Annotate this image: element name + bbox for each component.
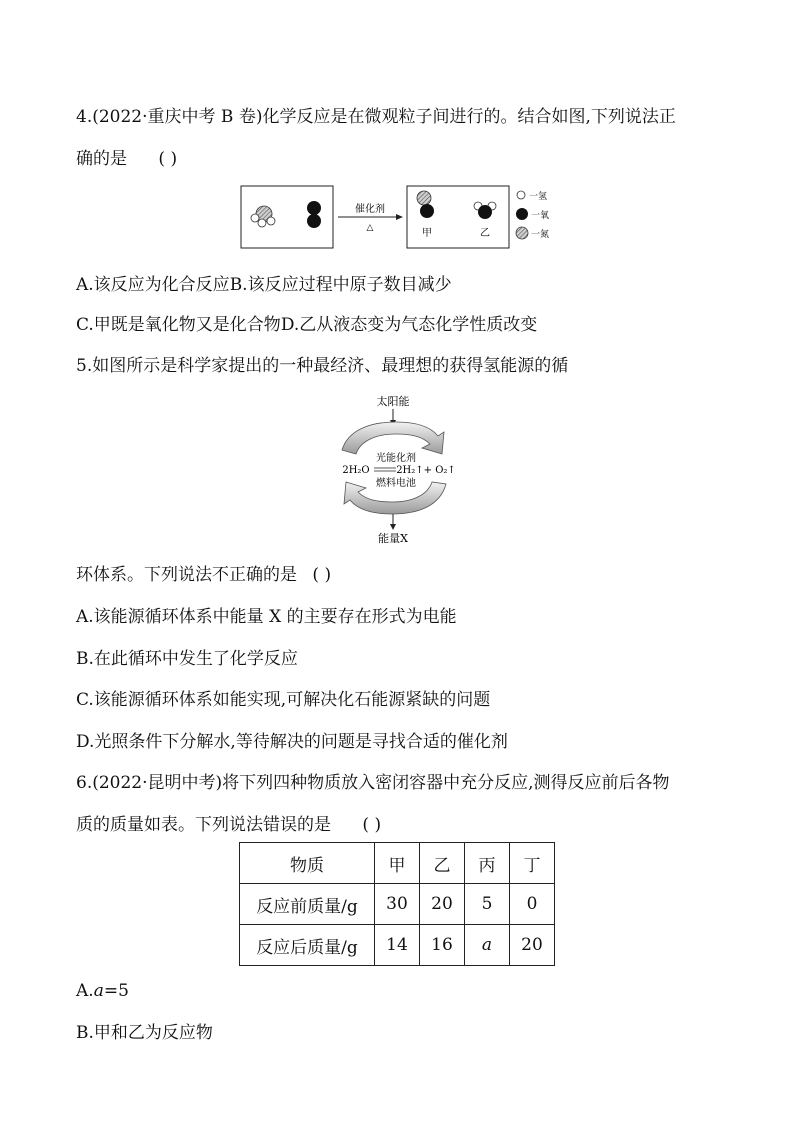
q4-options-cd [76, 314, 537, 336]
oxygen-legend-icon [516, 208, 528, 220]
q6-option-a [76, 980, 129, 1002]
q6-option-a-prefix: A. [76, 981, 94, 1001]
q6-option-a-rest: =5 [103, 981, 129, 1001]
q6-stem-text: 质的质量如表。下列说法错误的是 [76, 815, 331, 835]
table-header-cell: 丙 [465, 843, 510, 884]
q6-answer-paren: ( ) [362, 815, 382, 835]
q6-option-a-var: a [93, 981, 104, 1001]
upper-condition: 光能化剂 [376, 453, 416, 464]
q5-option-c: C.该能源循环体系如能实现,可解决化石能源紧缺的问题 [76, 690, 491, 710]
q4-option-b: B.该反应过程中原子数目减少 [229, 275, 452, 295]
table-header-cell: 甲 [375, 843, 420, 884]
table-cell: 20 [420, 884, 465, 925]
q5-stem-line1: 5.如图所示是科学家提出的一种最经济、最理想的获得氢能源的循 [76, 356, 569, 376]
q5-stem-text: 环体系。下列说法不正确的是 [76, 565, 297, 585]
equation-rhs: 2H₂↑+ O₂↑ [396, 465, 456, 476]
q4-reaction-figure [238, 184, 568, 250]
table-header-cell: 丁 [510, 843, 555, 884]
arrow-condition-top: 催化剂 [355, 204, 385, 215]
q5-answer-paren: ( ) [312, 565, 332, 585]
oxygen-atom-icon [307, 214, 321, 228]
q5-energy-cycle-figure [330, 392, 460, 544]
table-cell: 反应后质量/g [240, 925, 375, 966]
table-row [240, 884, 555, 925]
hydrogen-atom-icon [251, 214, 259, 222]
q4-stem-line1: 4.(2022·重庆中考 B 卷)化学反应是在微观粒子间进行的。结合如图,下列说法正 [76, 107, 676, 127]
legend-nitrogen: 一氮 [531, 230, 550, 240]
table-cell: a [465, 925, 510, 966]
arrow-condition-bottom: △ [366, 223, 374, 233]
table-cell: 30 [375, 884, 420, 925]
q5-option-a: A.该能源循环体系中能量 X 的主要存在形式为电能 [76, 607, 457, 627]
hydrogen-atom-icon [267, 217, 275, 225]
label-jia: 甲 [422, 228, 432, 239]
q4-option-a: A.该反应为化合反应 [76, 275, 230, 295]
hydrogen-atom-icon [258, 219, 266, 227]
q6-option-b: B.甲和乙为反应物 [76, 1023, 213, 1043]
upper-cycle-arrow-icon [342, 422, 444, 454]
table-cell: 5 [465, 884, 510, 925]
hydrogen-legend-icon [517, 191, 525, 199]
q6-stem-line2 [76, 814, 381, 836]
q4-answer-paren: ( ) [158, 149, 178, 169]
oxygen-atom-icon [478, 205, 492, 219]
label-yi: 乙 [480, 228, 490, 239]
table-cell: 20 [510, 925, 555, 966]
nitrogen-legend-icon [516, 227, 528, 239]
energy-x-label: 能量X [378, 532, 408, 544]
table-cell: 16 [420, 925, 465, 966]
q5-option-b: B.在此循环中发生了化学反应 [76, 649, 298, 669]
table-cell: 反应前质量/g [240, 884, 375, 925]
table-cell: 0 [510, 884, 555, 925]
q5-stem-line2 [76, 564, 331, 586]
q4-options-ab [76, 274, 452, 296]
table-header-cell: 乙 [420, 843, 465, 884]
table-cell: 14 [375, 925, 420, 966]
nitrogen-atom-icon [417, 191, 431, 205]
q4-option-c: C.甲既是氧化物又是化合物 [76, 315, 281, 335]
legend-hydrogen: 一氢 [529, 192, 548, 202]
mass-table [239, 842, 555, 966]
legend-oxygen: 一氧 [531, 211, 550, 221]
q4-option-d: D.乙从液态变为气态化学性质改变 [280, 315, 538, 335]
lower-condition: 燃料电池 [376, 478, 416, 489]
table-header-row [240, 843, 555, 884]
oxygen-atom-icon [307, 201, 321, 215]
table-row [240, 925, 555, 966]
q4-stem-text: 确的是 [76, 149, 127, 169]
q6-stem-line1: 6.(2022·昆明中考)将下列四种物质放入密闭容器中充分反应,测得反应前后各物 [76, 773, 670, 793]
solar-energy-label: 太阳能 [376, 395, 410, 408]
table-header-cell: 物质 [240, 843, 375, 884]
q5-option-d: D.光照条件下分解水,等待解决的问题是寻找合适的催化剂 [76, 732, 508, 752]
q4-stem-line2 [76, 148, 177, 170]
oxygen-atom-icon [420, 204, 434, 218]
equation-lhs: 2H₂O [342, 465, 370, 476]
